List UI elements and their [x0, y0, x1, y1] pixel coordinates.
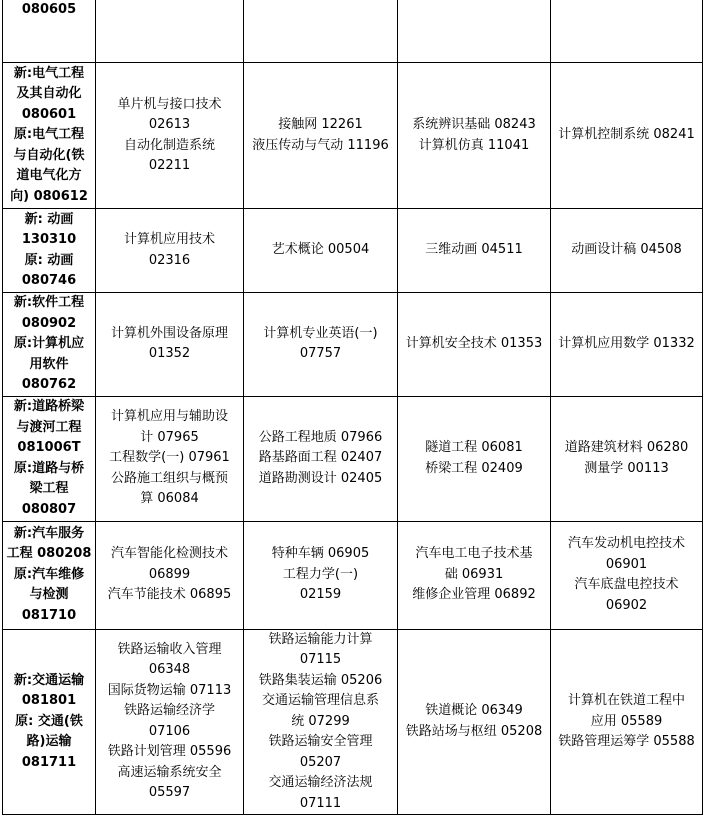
course-line: 计算机应用数学 01332: [558, 336, 695, 351]
course-cell-3: [398, 396, 551, 521]
major-name-line: 原:电气工程: [13, 127, 85, 143]
major-cell: [3, 396, 96, 521]
course-cell-3: [398, 63, 551, 209]
course-line: 计算机控制系统 08241: [558, 127, 695, 143]
course-line: 高速运输系统安全: [117, 764, 222, 780]
course-line: 07111: [299, 795, 342, 811]
major-name-line: 080746: [21, 273, 77, 288]
course-line: 铁路运输收入管理: [117, 641, 222, 657]
course-line: 铁路计划管理 05596: [107, 744, 232, 760]
course-line: 自动化制造系统: [123, 137, 215, 153]
major-name-line: 与检测: [29, 587, 69, 603]
course-cell-3: [398, 209, 551, 293]
course-line: 06902: [605, 597, 648, 613]
course-line: 应用 05589: [590, 713, 663, 729]
course-line: 铁道概论 06349: [425, 703, 523, 719]
course-line: 计算机在铁道工程中: [567, 693, 685, 708]
course-line: 05597: [148, 785, 191, 801]
course-line: 动画设计稿 04508: [571, 242, 682, 258]
major-name-line: 新:道路桥梁: [13, 399, 85, 414]
course-cell-2: [244, 293, 398, 397]
course-line: 汽车节能技术 06895: [107, 587, 232, 603]
course-cell-4: [551, 629, 703, 815]
course-line: 汽车发动机电控技术: [567, 536, 685, 551]
major-cell: [3, 521, 96, 629]
major-name-line: 新:电气工程: [13, 65, 85, 81]
course-line: 01352: [148, 346, 191, 362]
course-cell-4: [551, 521, 703, 629]
course-line: 算 06084: [140, 491, 199, 507]
course-line: 公路工程地质 07966: [258, 429, 383, 445]
course-cell-4: [551, 396, 703, 521]
major-name-line: 与自动化(铁: [13, 147, 85, 163]
course-cell-1: [96, 0, 244, 63]
course-line: 特种车辆 06905: [271, 546, 370, 562]
course-line: 统 07299: [291, 713, 350, 729]
major-name-line: 原: 交通(铁: [15, 713, 83, 729]
major-name-line: 081710: [21, 607, 77, 623]
course-line: 交通运输经济法规: [268, 775, 373, 790]
course-line: 汽车底盘电控技术: [574, 577, 679, 592]
course-line: 铁路运输安全管理: [268, 734, 373, 749]
course-line: 计 07965: [140, 429, 199, 445]
major-name-line: 081801: [21, 693, 77, 708]
course-cell-1: [96, 293, 244, 397]
major-name-line: 原:计算机应: [13, 336, 85, 351]
major-name-line: 新:软件工程: [13, 295, 85, 310]
course-line: 02316: [148, 252, 191, 268]
course-cell-3: [398, 293, 551, 397]
course-line: 接触网 12261: [278, 117, 363, 132]
major-name-line: 道电气化方: [16, 168, 82, 184]
course-line: 桥梁工程 02409: [425, 460, 523, 476]
course-line: 三维动画 04511: [425, 242, 523, 258]
course-line: 础 06931: [444, 566, 504, 582]
table-row: [3, 0, 703, 63]
major-name-line: 新:汽车服务: [13, 525, 85, 541]
major-name-line: 130310: [21, 232, 77, 247]
course-cell-4: [551, 0, 703, 63]
course-cell-1: [96, 396, 244, 521]
course-cell-1: [96, 629, 244, 815]
major-name-line: 及其自动化: [16, 86, 82, 102]
course-line: 铁路运输经济学: [123, 703, 215, 719]
course-line: 道路勘测设计 02405: [258, 470, 383, 486]
course-line: 02159: [299, 587, 342, 603]
major-name-line: 原: 动画: [24, 252, 74, 268]
major-name-line: 080902: [21, 315, 77, 331]
table-row: [3, 63, 703, 209]
course-line: 05207: [299, 754, 342, 770]
major-name-line: 原:道路与桥: [13, 460, 85, 476]
course-line: 隧道工程 06081: [425, 440, 523, 455]
course-line: 艺术概论 00504: [271, 242, 370, 258]
course-line: 液压传动与气动 11196: [252, 137, 389, 153]
course-cell-1: [96, 521, 244, 629]
major-name-line: 080807: [21, 501, 77, 517]
course-line: 计算机仿真 11041: [418, 137, 530, 153]
major-name-line: 新: 动画: [24, 211, 74, 227]
course-cell-4: [551, 63, 703, 209]
course-cell-4: [551, 293, 703, 397]
table-row: [3, 209, 703, 293]
course-line: 汽车电工电子技术基: [415, 546, 533, 562]
course-table: [2, 0, 703, 815]
major-name-line: 梁工程: [29, 481, 69, 496]
course-line: 计算机应用技术: [123, 232, 215, 247]
major-cell: [3, 293, 96, 397]
course-line: 06899: [148, 566, 191, 582]
table-row: [3, 629, 703, 815]
major-name-line: 080605: [21, 2, 77, 17]
major-name-line: 081711: [21, 754, 77, 770]
course-line: 计算机安全技术 01353: [405, 336, 543, 351]
course-cell-4: [551, 209, 703, 293]
major-cell: [3, 629, 96, 815]
table-row: [3, 521, 703, 629]
major-name-line: 路)运输: [26, 734, 72, 749]
course-line: 07115: [299, 652, 342, 667]
course-cell-2: [244, 63, 398, 209]
course-line: 07757: [299, 346, 342, 362]
course-line: 汽车智能化检测技术: [110, 546, 228, 562]
major-name-line: 080762: [21, 377, 77, 392]
course-cell-2: [244, 521, 398, 629]
course-line: 02211: [148, 158, 191, 173]
course-line: 06901: [605, 556, 648, 572]
course-line: 铁路站场与枢纽 05208: [405, 723, 543, 739]
major-name-line: 081006T: [17, 440, 81, 455]
course-line: 交通运输管理信息系: [261, 693, 379, 708]
course-line: 计算机专业英语(一): [263, 325, 378, 341]
course-line: 单片机与接口技术: [117, 96, 222, 112]
course-line: 计算机应用与辅助设: [110, 409, 228, 425]
major-cell: [3, 0, 96, 63]
course-cell-1: [96, 63, 244, 209]
major-name-line: 新:交通运输: [13, 672, 85, 688]
course-line: 02613: [148, 117, 191, 132]
major-name-line: 原:汽车维修: [13, 566, 85, 582]
course-cell-2: [244, 629, 398, 815]
major-name-line: 与渡河工程: [16, 419, 82, 435]
course-line: 07106: [148, 723, 191, 739]
major-name-line: 工程 080208: [6, 546, 92, 562]
course-cell-3: [398, 521, 551, 629]
major-cell: [3, 63, 96, 209]
course-cell-2: [244, 396, 398, 521]
course-line: 06348: [148, 662, 191, 678]
course-line: 系统辨识基础 08243: [412, 117, 536, 132]
table-row: [3, 396, 703, 521]
course-line: 道路建筑材料 06280: [564, 440, 689, 455]
course-line: 工程力学(一): [282, 566, 359, 582]
course-cell-3: [398, 629, 551, 815]
course-line: 路基路面工程 02407: [258, 450, 383, 466]
course-line: 铁路管理运筹学 05588: [558, 734, 695, 749]
course-line: 铁路运输能力计算: [268, 631, 373, 647]
major-cell: [3, 209, 96, 293]
course-line: 测量学 00113: [584, 460, 669, 476]
course-cell-2: [244, 209, 398, 293]
major-name-line: 向) 080612: [10, 188, 88, 204]
course-cell-2: [244, 0, 398, 63]
course-cell-1: [96, 209, 244, 293]
course-line: 维修企业管理 06892: [412, 587, 536, 603]
course-line: 公路施工组织与概预: [110, 470, 228, 486]
course-line: 计算机外围设备原理: [110, 325, 228, 341]
course-line: 铁路集装运输 05206: [258, 672, 383, 688]
course-line: 工程数学(一) 07961: [109, 450, 230, 466]
table-row: [3, 293, 703, 397]
course-line: 国际货物运输 07113: [107, 682, 232, 698]
major-name-line: 080601: [21, 106, 77, 122]
course-cell-3: [398, 0, 551, 63]
major-name-line: 用软件: [29, 356, 69, 372]
